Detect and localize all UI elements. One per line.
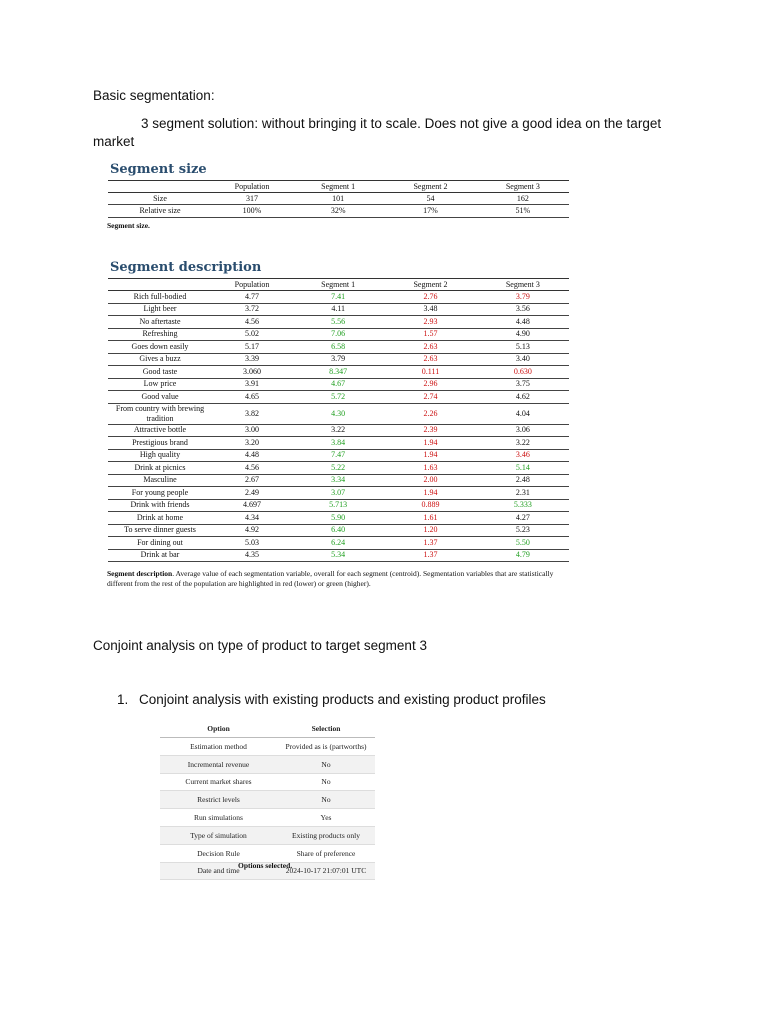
row-label: Drink with friends	[108, 499, 212, 512]
table-cell: 5.90	[292, 512, 384, 525]
segment-size-table	[108, 180, 569, 218]
segment-size-caption	[107, 221, 150, 231]
table-cell: 3.34	[292, 474, 384, 487]
table-cell: 3.79	[292, 353, 384, 366]
table-row	[108, 291, 569, 304]
option-selection: No	[277, 791, 375, 809]
table-row	[108, 303, 569, 316]
list-item	[117, 692, 546, 707]
row-label: Gives a buzz	[108, 353, 212, 366]
table-cell: 3.56	[477, 303, 569, 316]
options-table	[160, 719, 375, 880]
table-cell: 3.82	[212, 403, 292, 424]
table-row	[108, 391, 569, 404]
table-row	[108, 205, 569, 217]
table-cell: 4.35	[212, 549, 292, 562]
table-cell: 4.30	[292, 403, 384, 424]
table-cell: 4.92	[212, 524, 292, 537]
table-cell: 5.14	[477, 462, 569, 475]
table-cell: 4.65	[212, 391, 292, 404]
table-row	[160, 844, 375, 862]
table-cell: 4.27	[477, 512, 569, 525]
section-heading-basic-segmentation: Basic segmentation:	[93, 88, 215, 103]
row-label: Drink at home	[108, 512, 212, 525]
table-cell: 1.37	[384, 537, 476, 550]
table-row	[108, 487, 569, 500]
row-label: Masculine	[108, 474, 212, 487]
segment-size-title: Segment size	[110, 162, 207, 177]
conjoint-heading: Conjoint analysis on type of product to target segment 3	[93, 638, 427, 653]
option-selection: Share of preference	[277, 844, 375, 862]
segment-solution-text: 3 segment solution: without bringing it to scale. Does not give a good idea on the target market	[93, 116, 662, 149]
table-cell: 2.39	[384, 424, 476, 437]
table-cell: 6.40	[292, 524, 384, 537]
table-cell: 317	[212, 193, 292, 205]
option-name: Run simulations	[160, 809, 277, 827]
table-cell: 1.94	[384, 437, 476, 450]
table-row	[160, 738, 375, 756]
option-name: Estimation method	[160, 738, 277, 756]
table-cell: 3.06	[477, 424, 569, 437]
option-selection: No	[277, 773, 375, 791]
options-caption: Options selected.	[238, 861, 293, 870]
table-cell: 51%	[477, 205, 569, 217]
option-selection: Yes	[277, 809, 375, 827]
option-name: Decision Rule	[160, 844, 277, 862]
table-cell: 4.48	[477, 316, 569, 329]
table-row	[108, 549, 569, 562]
table-cell: 3.46	[477, 449, 569, 462]
table-cell: 3.40	[477, 353, 569, 366]
row-label: Light beer	[108, 303, 212, 316]
table-cell: 2.74	[384, 391, 476, 404]
table-cell: 4.62	[477, 391, 569, 404]
table-cell: 8.347	[292, 366, 384, 379]
row-label: For dining out	[108, 537, 212, 550]
table-header-row	[160, 719, 375, 738]
row-label: Good taste	[108, 366, 212, 379]
table-cell: 5.23	[477, 524, 569, 537]
table-cell: 1.57	[384, 328, 476, 341]
table-cell: 1.37	[384, 549, 476, 562]
table-cell: 3.060	[212, 366, 292, 379]
table-row	[160, 755, 375, 773]
column-header: Segment 3	[477, 181, 569, 193]
segment-solution-paragraph	[93, 115, 663, 151]
table-cell: 2.49	[212, 487, 292, 500]
column-header	[108, 181, 212, 193]
table-cell: 5.03	[212, 537, 292, 550]
table-cell: 4.56	[212, 316, 292, 329]
table-cell: 4.67	[292, 378, 384, 391]
table-row	[160, 809, 375, 827]
option-selection: 2024-10-17 21:07:01 UTC	[277, 862, 375, 880]
table-row	[108, 341, 569, 354]
table-cell: 3.00	[212, 424, 292, 437]
table-row	[108, 403, 569, 424]
table-cell: 6.24	[292, 537, 384, 550]
table-cell: 4.79	[477, 549, 569, 562]
option-selection: Existing products only	[277, 826, 375, 844]
table-cell: 0.889	[384, 499, 476, 512]
column-header: Segment 3	[477, 279, 569, 291]
table-cell: 3.72	[212, 303, 292, 316]
column-header: Segment 2	[384, 279, 476, 291]
table-cell: 1.94	[384, 487, 476, 500]
table-cell: 162	[477, 193, 569, 205]
table-cell: 4.04	[477, 403, 569, 424]
column-header: Option	[160, 719, 277, 738]
table-cell: 2.76	[384, 291, 476, 304]
row-label: Good value	[108, 391, 212, 404]
table-cell: 5.72	[292, 391, 384, 404]
table-header-row	[108, 279, 569, 291]
segment-description-caption	[107, 569, 577, 589]
row-label: Rich full-bodied	[108, 291, 212, 304]
row-label: Attractive bottle	[108, 424, 212, 437]
table-row	[108, 424, 569, 437]
table-cell: 4.90	[477, 328, 569, 341]
table-row	[108, 316, 569, 329]
table-cell: 4.56	[212, 462, 292, 475]
table-cell: 2.48	[477, 474, 569, 487]
table-cell: 1.20	[384, 524, 476, 537]
table-row	[108, 353, 569, 366]
table-cell: 3.91	[212, 378, 292, 391]
table-cell: 3.20	[212, 437, 292, 450]
table-cell: 54	[384, 193, 476, 205]
table-cell: 3.79	[477, 291, 569, 304]
table-cell: 2.96	[384, 378, 476, 391]
table-row	[160, 773, 375, 791]
table-cell: 1.61	[384, 512, 476, 525]
table-row	[108, 378, 569, 391]
table-cell: 5.02	[212, 328, 292, 341]
table-row	[108, 474, 569, 487]
option-name: Current market shares	[160, 773, 277, 791]
segment-description-table	[108, 278, 569, 562]
table-cell: 0.630	[477, 366, 569, 379]
table-cell: 101	[292, 193, 384, 205]
row-label: Drink at bar	[108, 549, 212, 562]
table-cell: 2.00	[384, 474, 476, 487]
row-label: From country with brewing tradition	[108, 403, 212, 424]
table-cell: 4.34	[212, 512, 292, 525]
row-label: Goes down easily	[108, 341, 212, 354]
caption-bold: Segment description	[107, 569, 173, 578]
column-header: Population	[212, 181, 292, 193]
option-selection: Provided as is (partworths)	[277, 738, 375, 756]
table-row	[108, 524, 569, 537]
table-cell: 3.22	[477, 437, 569, 450]
table-cell: 7.47	[292, 449, 384, 462]
table-cell: 3.07	[292, 487, 384, 500]
table-cell: 5.22	[292, 462, 384, 475]
table-cell: 5.17	[212, 341, 292, 354]
table-cell: 2.63	[384, 353, 476, 366]
table-cell: 3.75	[477, 378, 569, 391]
option-selection: No	[277, 755, 375, 773]
table-cell: 5.34	[292, 549, 384, 562]
table-cell: 4.11	[292, 303, 384, 316]
table-cell: 5.50	[477, 537, 569, 550]
table-cell: 32%	[292, 205, 384, 217]
table-row	[108, 328, 569, 341]
option-name: Incremental revenue	[160, 755, 277, 773]
table-cell: 2.67	[212, 474, 292, 487]
column-header: Selection	[277, 719, 375, 738]
row-label: Low price	[108, 378, 212, 391]
table-cell: 4.697	[212, 499, 292, 512]
column-header: Segment 2	[384, 181, 476, 193]
table-cell: 0.111	[384, 366, 476, 379]
caption-text: Segment size.	[107, 221, 150, 230]
list-item-text: Conjoint analysis with existing products and existing product profiles	[139, 692, 546, 707]
table-cell: 2.31	[477, 487, 569, 500]
option-name: Type of simulation	[160, 826, 277, 844]
table-cell: 5.56	[292, 316, 384, 329]
table-cell: 3.39	[212, 353, 292, 366]
table-cell: 17%	[384, 205, 476, 217]
table-row	[108, 512, 569, 525]
table-row	[108, 499, 569, 512]
table-row	[108, 437, 569, 450]
table-cell: 2.26	[384, 403, 476, 424]
table-header-row	[108, 181, 569, 193]
column-header: Segment 1	[292, 279, 384, 291]
table-cell: 5.713	[292, 499, 384, 512]
table-row	[108, 366, 569, 379]
table-row	[160, 826, 375, 844]
column-header: Segment 1	[292, 181, 384, 193]
row-label: To serve dinner guests	[108, 524, 212, 537]
table-cell: 2.93	[384, 316, 476, 329]
table-cell: 4.77	[212, 291, 292, 304]
table-cell: 2.63	[384, 341, 476, 354]
table-row	[108, 193, 569, 205]
table-row	[160, 791, 375, 809]
table-row	[108, 537, 569, 550]
row-label: Refreshing	[108, 328, 212, 341]
segment-description-title: Segment description	[110, 260, 262, 275]
table-cell: 5.13	[477, 341, 569, 354]
row-label: Size	[108, 193, 212, 205]
list-number: 1.	[117, 692, 129, 707]
table-cell: 1.94	[384, 449, 476, 462]
table-cell: 7.06	[292, 328, 384, 341]
table-cell: 4.48	[212, 449, 292, 462]
table-row	[108, 449, 569, 462]
table-cell: 6.58	[292, 341, 384, 354]
table-cell: 3.84	[292, 437, 384, 450]
table-row	[108, 462, 569, 475]
table-cell: 7.41	[292, 291, 384, 304]
row-label: High quality	[108, 449, 212, 462]
table-cell: 100%	[212, 205, 292, 217]
option-name: Date and time	[160, 862, 277, 880]
table-cell: 3.22	[292, 424, 384, 437]
column-header: Population	[212, 279, 292, 291]
table-cell: 3.48	[384, 303, 476, 316]
row-label: Prestigious brand	[108, 437, 212, 450]
table-cell: 5.333	[477, 499, 569, 512]
row-label: Drink at picnics	[108, 462, 212, 475]
row-label: Relative size	[108, 205, 212, 217]
table-cell: 1.63	[384, 462, 476, 475]
option-name: Restrict levels	[160, 791, 277, 809]
row-label: For young people	[108, 487, 212, 500]
caption-text: . Average value of each segmentation variable, overall for each segment (centroid). Segmentation variables that are statistically different from the rest of the population are highlighted in red (lower) or green (higher).	[107, 569, 554, 588]
column-header	[108, 279, 212, 291]
row-label: No aftertaste	[108, 316, 212, 329]
